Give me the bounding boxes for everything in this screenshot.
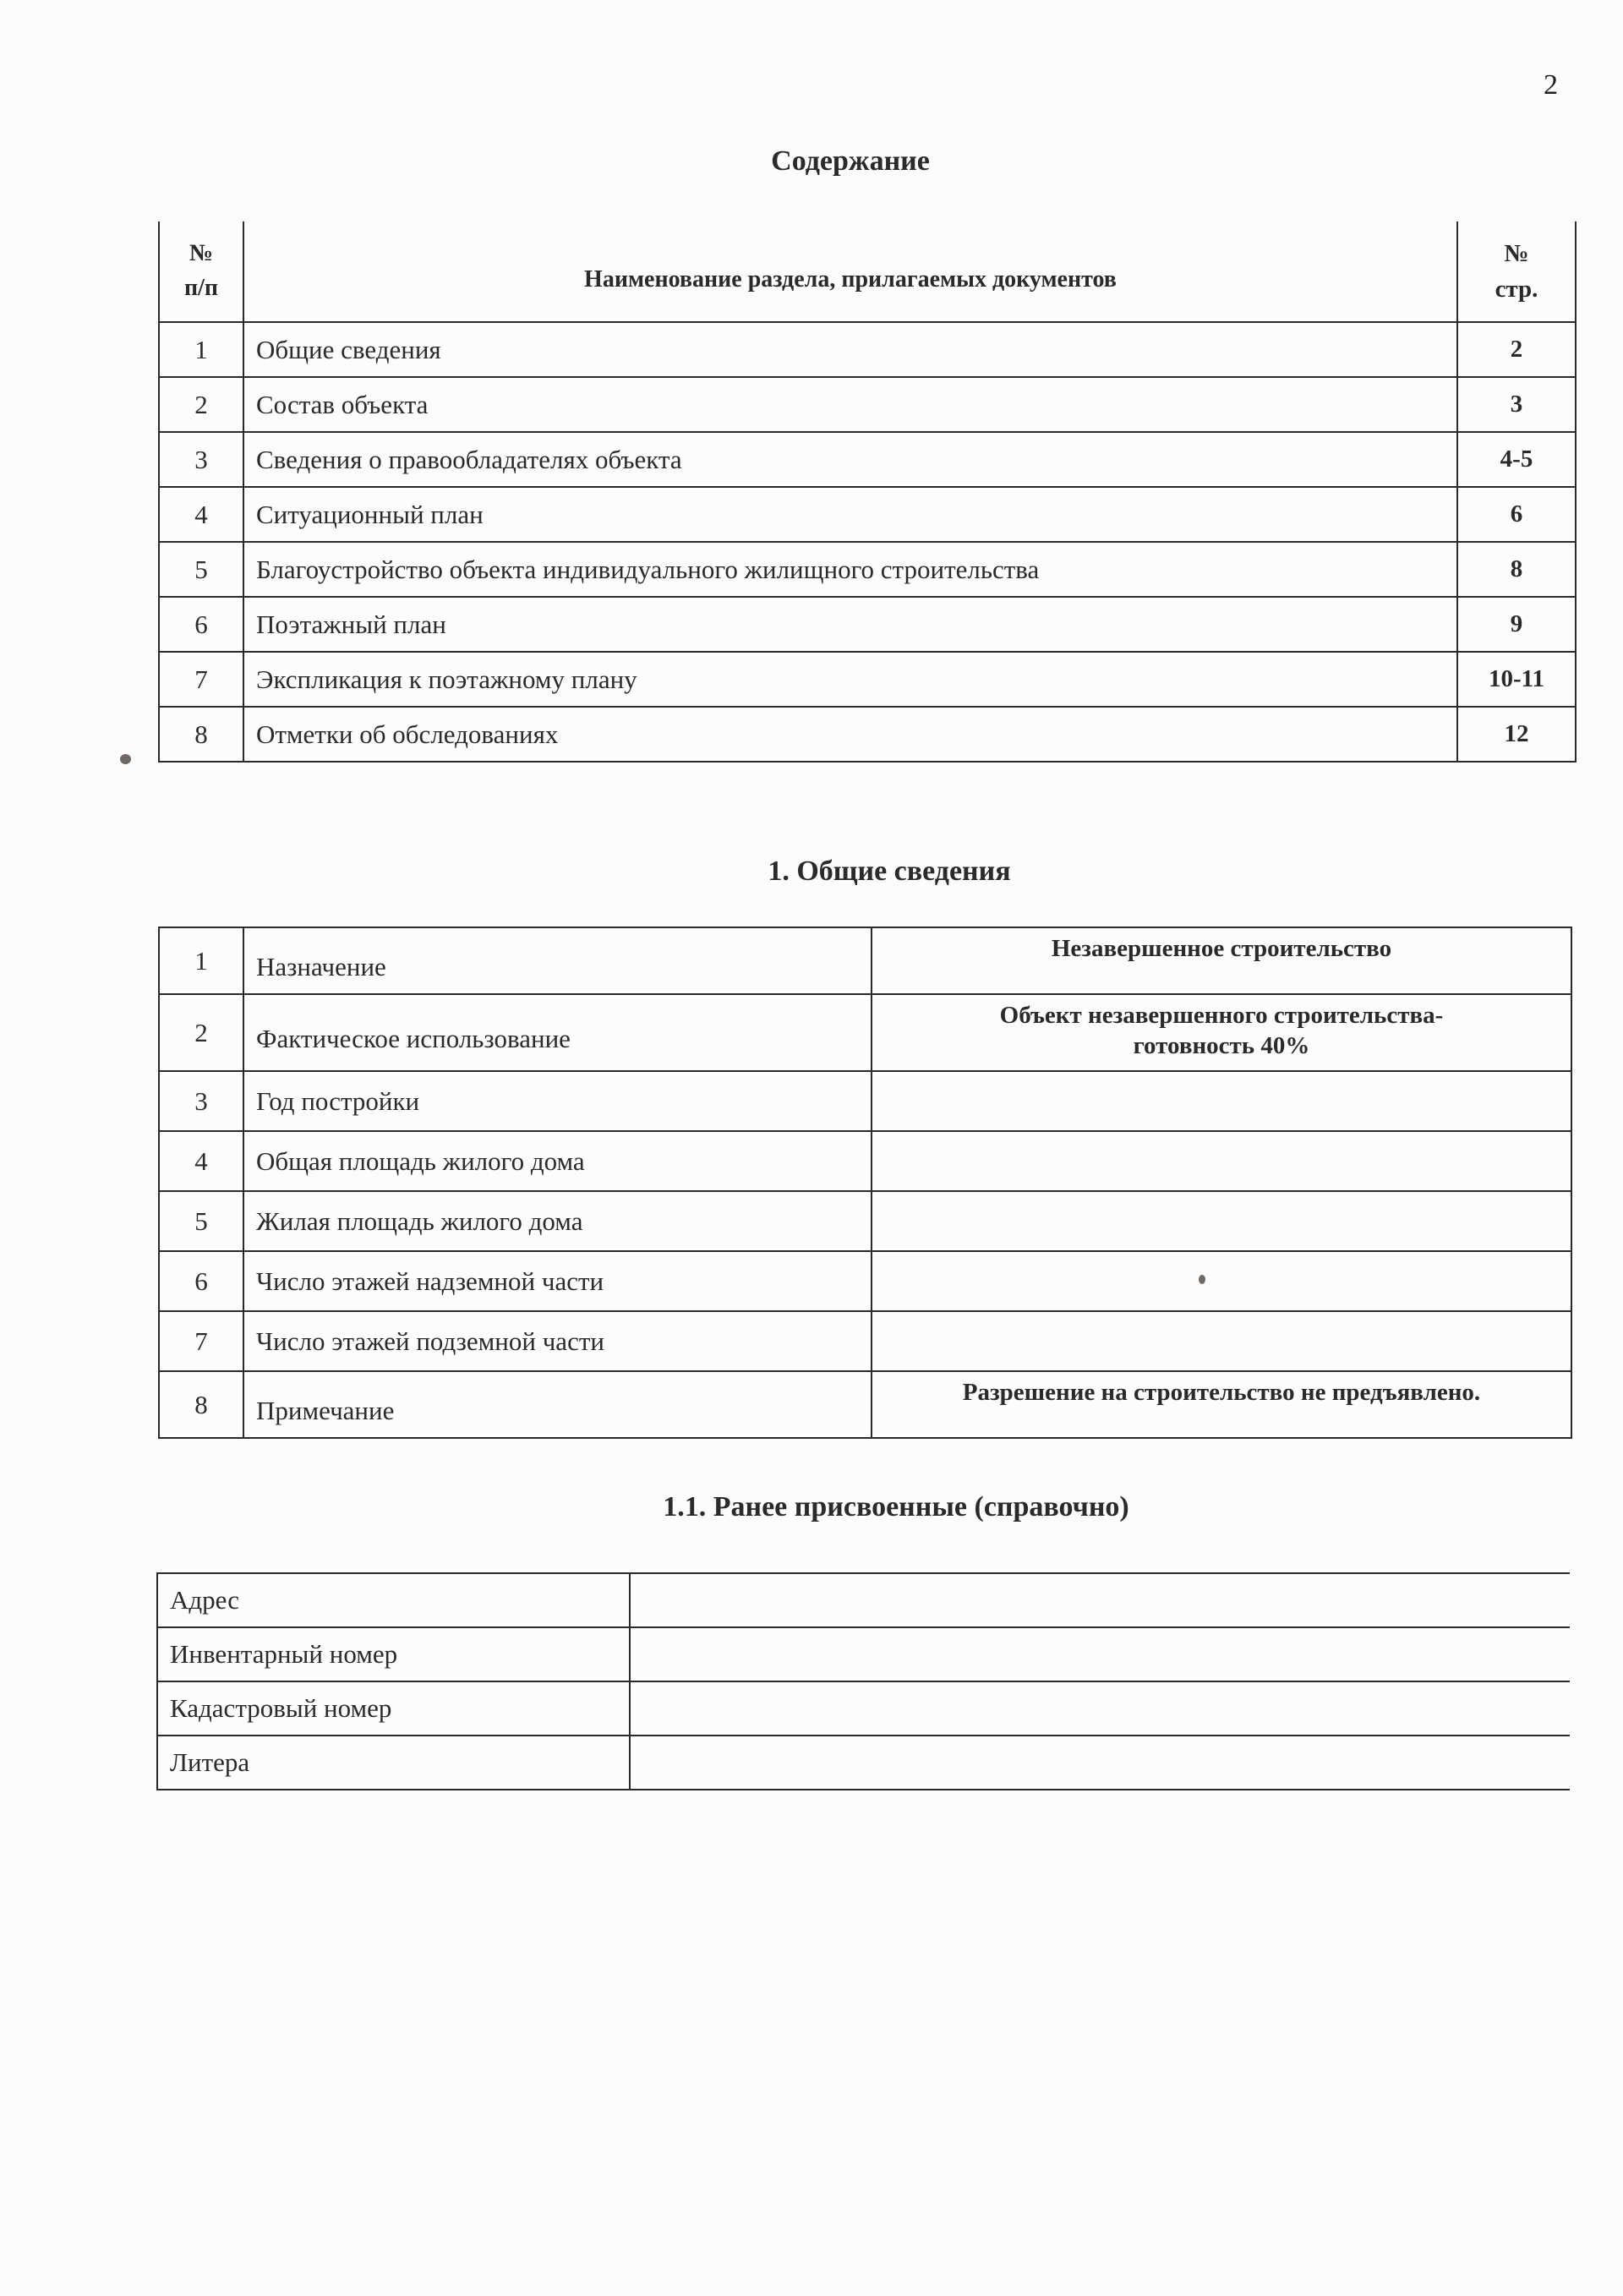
general-info-table bbox=[158, 927, 1572, 1439]
previously-assigned-table bbox=[156, 1572, 1570, 1790]
table-row bbox=[157, 1681, 1570, 1736]
table-row bbox=[159, 1131, 1571, 1191]
row-value bbox=[872, 1311, 1571, 1371]
row-num: 6 bbox=[159, 1251, 243, 1311]
row-num: 8 bbox=[159, 1371, 243, 1438]
row-label: Примечание bbox=[243, 1371, 872, 1438]
row-label: Общая площадь жилого дома bbox=[243, 1131, 872, 1191]
row-value bbox=[872, 1131, 1571, 1191]
table-row bbox=[159, 542, 1576, 597]
row-name: Состав объекта bbox=[243, 377, 1457, 432]
row-num: 4 bbox=[159, 487, 243, 542]
row-page: 8 bbox=[1457, 542, 1576, 597]
row-value: Разрешение на строительство не предъявлено. bbox=[872, 1371, 1571, 1438]
row-name: Отметки об обследованиях bbox=[243, 707, 1457, 762]
previously-assigned-title: 1.1. Ранее присвоенные (справочно) bbox=[663, 1491, 1129, 1522]
row-label: Жилая площадь жилого дома bbox=[243, 1191, 872, 1251]
row-label: Число этажей подземной части bbox=[243, 1311, 872, 1371]
row-num: 2 bbox=[159, 994, 243, 1071]
row-value bbox=[630, 1573, 1570, 1627]
scan-speck bbox=[120, 754, 131, 764]
table-row bbox=[159, 652, 1576, 707]
header-name: Наименование раздела, прилагаемых документов bbox=[243, 221, 1457, 322]
row-label: Фактическое использование bbox=[243, 994, 872, 1071]
row-page: 10-11 bbox=[1457, 652, 1576, 707]
row-name: Экспликация к поэтажному плану bbox=[243, 652, 1457, 707]
header-num-line2: п/п bbox=[183, 275, 219, 301]
table-row bbox=[159, 377, 1576, 432]
row-num: 7 bbox=[159, 1311, 243, 1371]
contents-title: Содержание bbox=[771, 145, 930, 177]
table-row bbox=[159, 1371, 1571, 1438]
row-num: 1 bbox=[159, 927, 243, 994]
table-row bbox=[159, 1071, 1571, 1131]
table-row bbox=[157, 1573, 1570, 1627]
row-name: Благоустройство объекта индивидуального жилищного строительства bbox=[243, 542, 1457, 597]
table-row bbox=[159, 994, 1571, 1071]
general-info-title: 1. Общие сведения bbox=[768, 856, 1011, 887]
row-name: Ситуационный план bbox=[243, 487, 1457, 542]
table-row bbox=[159, 432, 1576, 487]
row-num: 3 bbox=[159, 432, 243, 487]
row-num: 5 bbox=[159, 1191, 243, 1251]
table-row bbox=[159, 487, 1576, 542]
row-value bbox=[630, 1681, 1570, 1736]
row-num: 8 bbox=[159, 707, 243, 762]
header-page-line2: стр. bbox=[1495, 276, 1538, 303]
row-value bbox=[872, 1071, 1571, 1131]
table-row bbox=[159, 322, 1576, 377]
row-num: 6 bbox=[159, 597, 243, 652]
table-row bbox=[159, 927, 1571, 994]
row-value-line1: Объект незавершенного строительства- bbox=[999, 1002, 1444, 1029]
row-page: 9 bbox=[1457, 597, 1576, 652]
row-label: Литера bbox=[157, 1736, 630, 1790]
header-num bbox=[159, 221, 243, 322]
table-row bbox=[159, 707, 1576, 762]
row-label: Назначение bbox=[243, 927, 872, 994]
row-page: 3 bbox=[1457, 377, 1576, 432]
table-row bbox=[159, 1251, 1571, 1311]
contents-table bbox=[158, 221, 1577, 763]
table-row bbox=[157, 1736, 1570, 1790]
header-page-line1: № bbox=[1504, 239, 1529, 267]
contents-header-row bbox=[159, 221, 1576, 322]
table-row bbox=[159, 597, 1576, 652]
row-label: Адрес bbox=[157, 1573, 630, 1627]
scan-speck bbox=[1199, 1275, 1205, 1284]
row-label: Инвентарный номер bbox=[157, 1627, 630, 1681]
table-row bbox=[159, 1311, 1571, 1371]
row-page: 12 bbox=[1457, 707, 1576, 762]
table-row bbox=[157, 1627, 1570, 1681]
row-num: 4 bbox=[159, 1131, 243, 1191]
row-value bbox=[872, 994, 1571, 1071]
row-num: 3 bbox=[159, 1071, 243, 1131]
row-value bbox=[630, 1627, 1570, 1681]
row-num: 5 bbox=[159, 542, 243, 597]
row-num: 1 bbox=[159, 322, 243, 377]
row-page: 6 bbox=[1457, 487, 1576, 542]
row-page: 4-5 bbox=[1457, 432, 1576, 487]
row-label: Кадастровый номер bbox=[157, 1681, 630, 1736]
row-label: Год постройки bbox=[243, 1071, 872, 1131]
row-num: 7 bbox=[159, 652, 243, 707]
row-value: Незавершенное строительство bbox=[872, 927, 1571, 994]
page-number: 2 bbox=[1544, 69, 1558, 101]
header-num-line1: № bbox=[189, 240, 214, 267]
row-value-line2: готовность 40% bbox=[1133, 1032, 1310, 1060]
row-page: 2 bbox=[1457, 322, 1576, 377]
row-label: Число этажей надземной части bbox=[243, 1251, 872, 1311]
row-name: Общие сведения bbox=[243, 322, 1457, 377]
row-name: Поэтажный план bbox=[243, 597, 1457, 652]
header-page bbox=[1457, 221, 1576, 322]
row-value bbox=[872, 1191, 1571, 1251]
table-row bbox=[159, 1191, 1571, 1251]
row-name: Сведения о правообладателях объекта bbox=[243, 432, 1457, 487]
row-value bbox=[630, 1736, 1570, 1790]
row-num: 2 bbox=[159, 377, 243, 432]
row-value bbox=[872, 1251, 1571, 1311]
